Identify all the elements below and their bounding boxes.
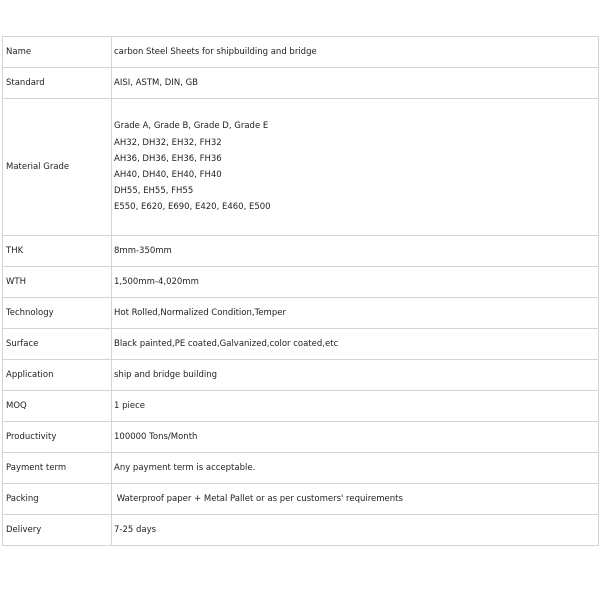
grade-line: Grade A, Grade B, Grade D, Grade E	[114, 121, 269, 132]
grade-line: AH32, DH32, EH32, FH32	[114, 137, 222, 148]
table-row-moq	[3, 391, 599, 422]
row-value: Waterproof paper + Metal Pallet or as per customers' requirements	[112, 484, 599, 515]
row-label: MOQ	[3, 391, 112, 422]
row-label: Name	[3, 37, 112, 68]
table-row-technology	[3, 298, 599, 329]
row-value: 1,500mm-4,020mm	[112, 267, 599, 298]
table-row-payment-term	[3, 453, 599, 484]
grade-line: AH36, DH36, EH36, FH36	[114, 153, 222, 164]
row-label: THK	[3, 236, 112, 267]
row-label: Productivity	[3, 422, 112, 453]
row-value: 8mm-350mm	[112, 236, 599, 267]
row-label: Packing	[3, 484, 112, 515]
row-label: Material Grade	[3, 99, 112, 236]
table-row-wth	[3, 267, 599, 298]
grade-line: E550, E620, E690, E420, E460, E500	[114, 202, 271, 213]
row-value: carbon Steel Sheets for shipbuilding and bridge	[112, 37, 599, 68]
row-label: Delivery	[3, 515, 112, 546]
row-label: Technology	[3, 298, 112, 329]
row-label: Surface	[3, 329, 112, 360]
row-label: WTH	[3, 267, 112, 298]
row-value: Any payment term is acceptable.	[112, 453, 599, 484]
table-row-surface	[3, 329, 599, 360]
table-row-standard	[3, 68, 599, 99]
spec-table	[2, 36, 599, 546]
row-label: Standard	[3, 68, 112, 99]
row-value: AISI, ASTM, DIN, GB	[112, 68, 599, 99]
row-value-multiline	[112, 99, 599, 236]
table-row-name	[3, 37, 599, 68]
grade-line: DH55, EH55, FH55	[114, 186, 194, 197]
row-label: Application	[3, 360, 112, 391]
row-value: Black painted,PE coated,Galvanized,color coated,etc	[112, 329, 599, 360]
row-label: Payment term	[3, 453, 112, 484]
table-row-delivery	[3, 515, 599, 546]
row-value: 7-25 days	[112, 515, 599, 546]
row-value: 1 piece	[112, 391, 599, 422]
table-row-packing	[3, 484, 599, 515]
table-row-application	[3, 360, 599, 391]
table-row-material-grade	[3, 99, 599, 236]
row-value: ship and bridge building	[112, 360, 599, 391]
grade-line: AH40, DH40, EH40, FH40	[114, 170, 222, 180]
table-row-productivity	[3, 422, 599, 453]
row-value: 100000 Tons/Month	[112, 422, 599, 453]
row-value: Hot Rolled,Normalized Condition,Temper	[112, 298, 599, 329]
table-row-thk	[3, 236, 599, 267]
